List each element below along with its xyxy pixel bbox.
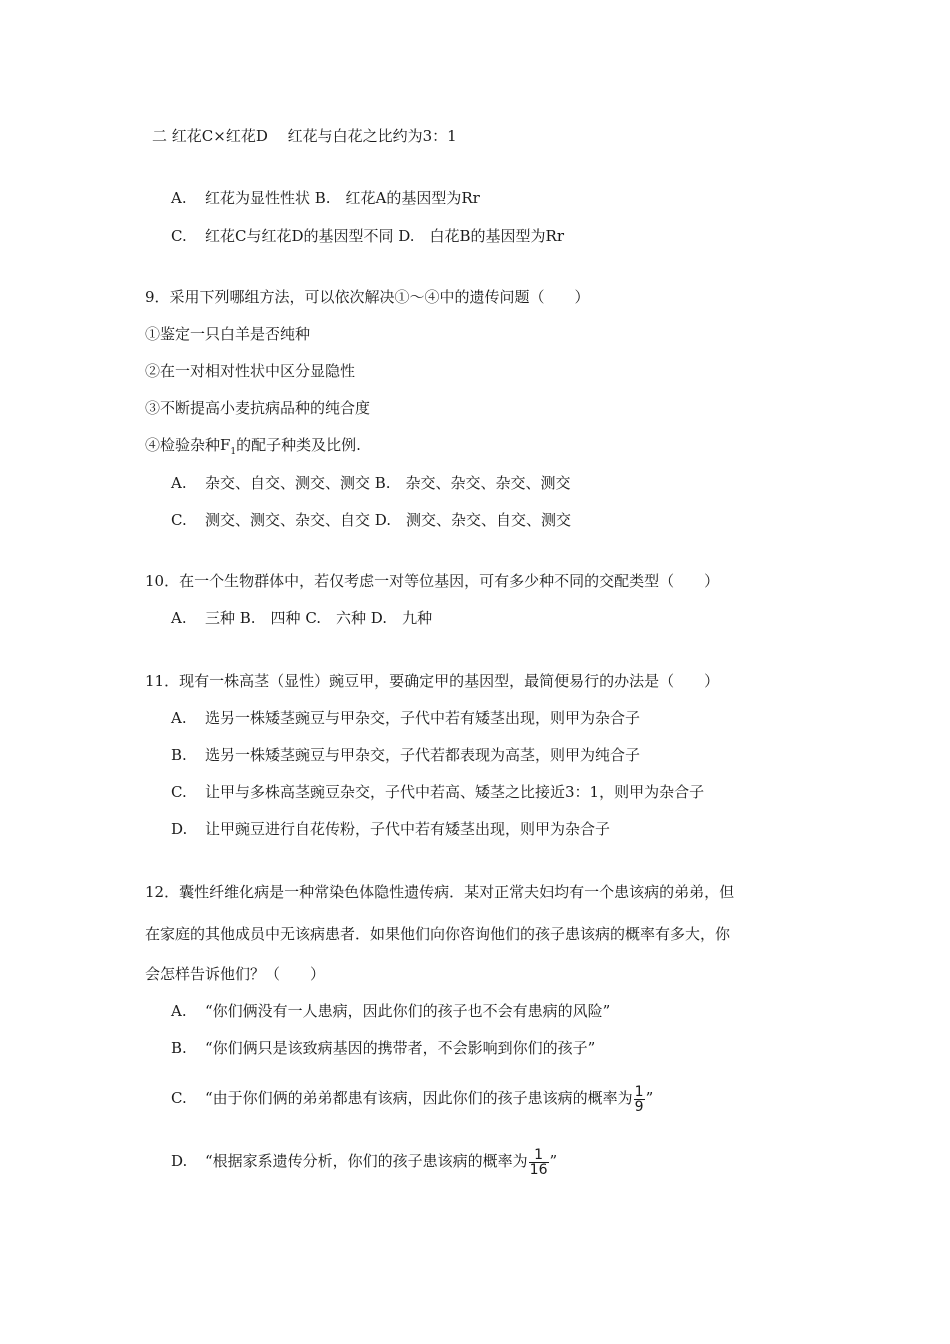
- option-letter: D.: [171, 1152, 188, 1170]
- closing-quote: ”: [645, 1089, 654, 1107]
- option-text: 红花为显性性状 B. 红花A的基因型为Rr: [205, 189, 480, 207]
- q12-stem-line-3: 会怎样告诉他们？（ ）: [145, 965, 326, 983]
- fraction-numerator: 1: [529, 1148, 549, 1163]
- fraction: [634, 1085, 645, 1114]
- q8-option-cd: [171, 226, 564, 246]
- q12-option-d: [171, 1141, 557, 1181]
- option-letter: B.: [171, 746, 187, 764]
- q11-option-d: [171, 819, 610, 839]
- q11-stem: 11．现有一株高茎（显性）豌豆甲，要确定甲的基因型，最简便易行的办法是（ ）: [145, 672, 720, 690]
- option-text: 让甲豌豆进行自花传粉，子代中若有矮茎出现，则甲为杂合子: [205, 820, 611, 838]
- item-text: ④检验杂种F: [145, 436, 231, 454]
- fraction-denominator: 16: [529, 1161, 548, 1178]
- option-text: “根据家系遗传分析，你们的孩子患该病的概率为: [205, 1152, 528, 1170]
- option-letter: C.: [171, 511, 187, 529]
- q8-table-row: 二 红花C×红花D 红花与白花之比约为3：1: [152, 127, 457, 145]
- fraction-numerator: 1: [634, 1083, 644, 1100]
- item-text: 的配子种类及比例.: [236, 436, 361, 454]
- option-letter: C.: [171, 783, 187, 801]
- option-text: 测交、测交、杂交、自交 D. 测交、杂交、自交、测交: [205, 511, 572, 529]
- option-text: 选另一株矮茎豌豆与甲杂交，子代若都表现为高茎，则甲为纯合子: [205, 746, 641, 764]
- q9-stem: 9．采用下列哪组方法，可以依次解决①～④中的遗传问题（ ）: [145, 288, 590, 306]
- q11-option-b: [171, 745, 640, 765]
- q12-option-b: [171, 1038, 595, 1058]
- q12-stem-line-1: 12．囊性纤维化病是一种常染色体隐性遗传病．某对正常夫妇均有一个患该病的弟弟，但: [145, 883, 735, 901]
- q9-item-4: [145, 435, 361, 462]
- option-letter: A.: [171, 474, 187, 492]
- option-text: 让甲与多株高茎豌豆杂交，子代中若高、矮茎之比接近3：1，则甲为杂合子: [205, 783, 705, 801]
- fraction-denominator: 9: [634, 1098, 644, 1115]
- option-letter: B.: [171, 1039, 187, 1057]
- q9-option-cd: [171, 510, 571, 530]
- option-text: 杂交、自交、测交、测交 B. 杂交、杂交、杂交、测交: [205, 474, 571, 492]
- option-letter: A.: [171, 189, 187, 207]
- fraction: [529, 1148, 549, 1177]
- q12-option-c: [171, 1078, 653, 1118]
- q9-item-2: ②在一对相对性状中区分显隐性: [145, 362, 356, 380]
- q10-stem: 10．在一个生物群体中，若仅考虑一对等位基因，可有多少种不同的交配类型（ ）: [145, 572, 720, 590]
- option-text: 选另一株矮茎豌豆与甲杂交，子代中若有矮茎出现，则甲为杂合子: [205, 709, 641, 727]
- option-letter: D.: [171, 820, 188, 838]
- option-text: 红花C与红花D的基因型不同 D. 白花B的基因型为Rr: [205, 227, 565, 245]
- option-letter: C.: [171, 227, 187, 245]
- option-text: “由于你们俩的弟弟都患有该病，因此你们的孩子患该病的概率为: [205, 1089, 633, 1107]
- option-letter: A.: [171, 709, 187, 727]
- q12-option-a: [171, 1001, 610, 1021]
- option-letter: A.: [171, 1002, 187, 1020]
- q9-item-1: ①鉴定一只白羊是否纯种: [145, 325, 311, 343]
- option-text: 三种 B. 四种 C. 六种 D. 九种: [205, 609, 433, 627]
- q8-option-ab: [171, 188, 480, 208]
- subscript: 1: [230, 447, 237, 457]
- q9-item-3: ③不断提高小麦抗病品种的纯合度: [145, 399, 371, 417]
- q11-option-a: [171, 708, 640, 728]
- option-text: “你们俩只是该致病基因的携带者，不会影响到你们的孩子”: [205, 1039, 596, 1057]
- q9-option-ab: [171, 473, 571, 493]
- q11-option-c: [171, 782, 704, 802]
- option-text: “你们俩没有一人患病，因此你们的孩子也不会有患病的风险”: [205, 1002, 611, 1020]
- closing-quote: ”: [549, 1152, 558, 1170]
- q12-stem-line-2: 在家庭的其他成员中无该病患者．如果他们向你咨询他们的孩子患该病的概率有多大，你: [145, 925, 731, 943]
- option-letter: A.: [171, 609, 187, 627]
- q10-options: [171, 608, 432, 628]
- option-letter: C.: [171, 1089, 187, 1107]
